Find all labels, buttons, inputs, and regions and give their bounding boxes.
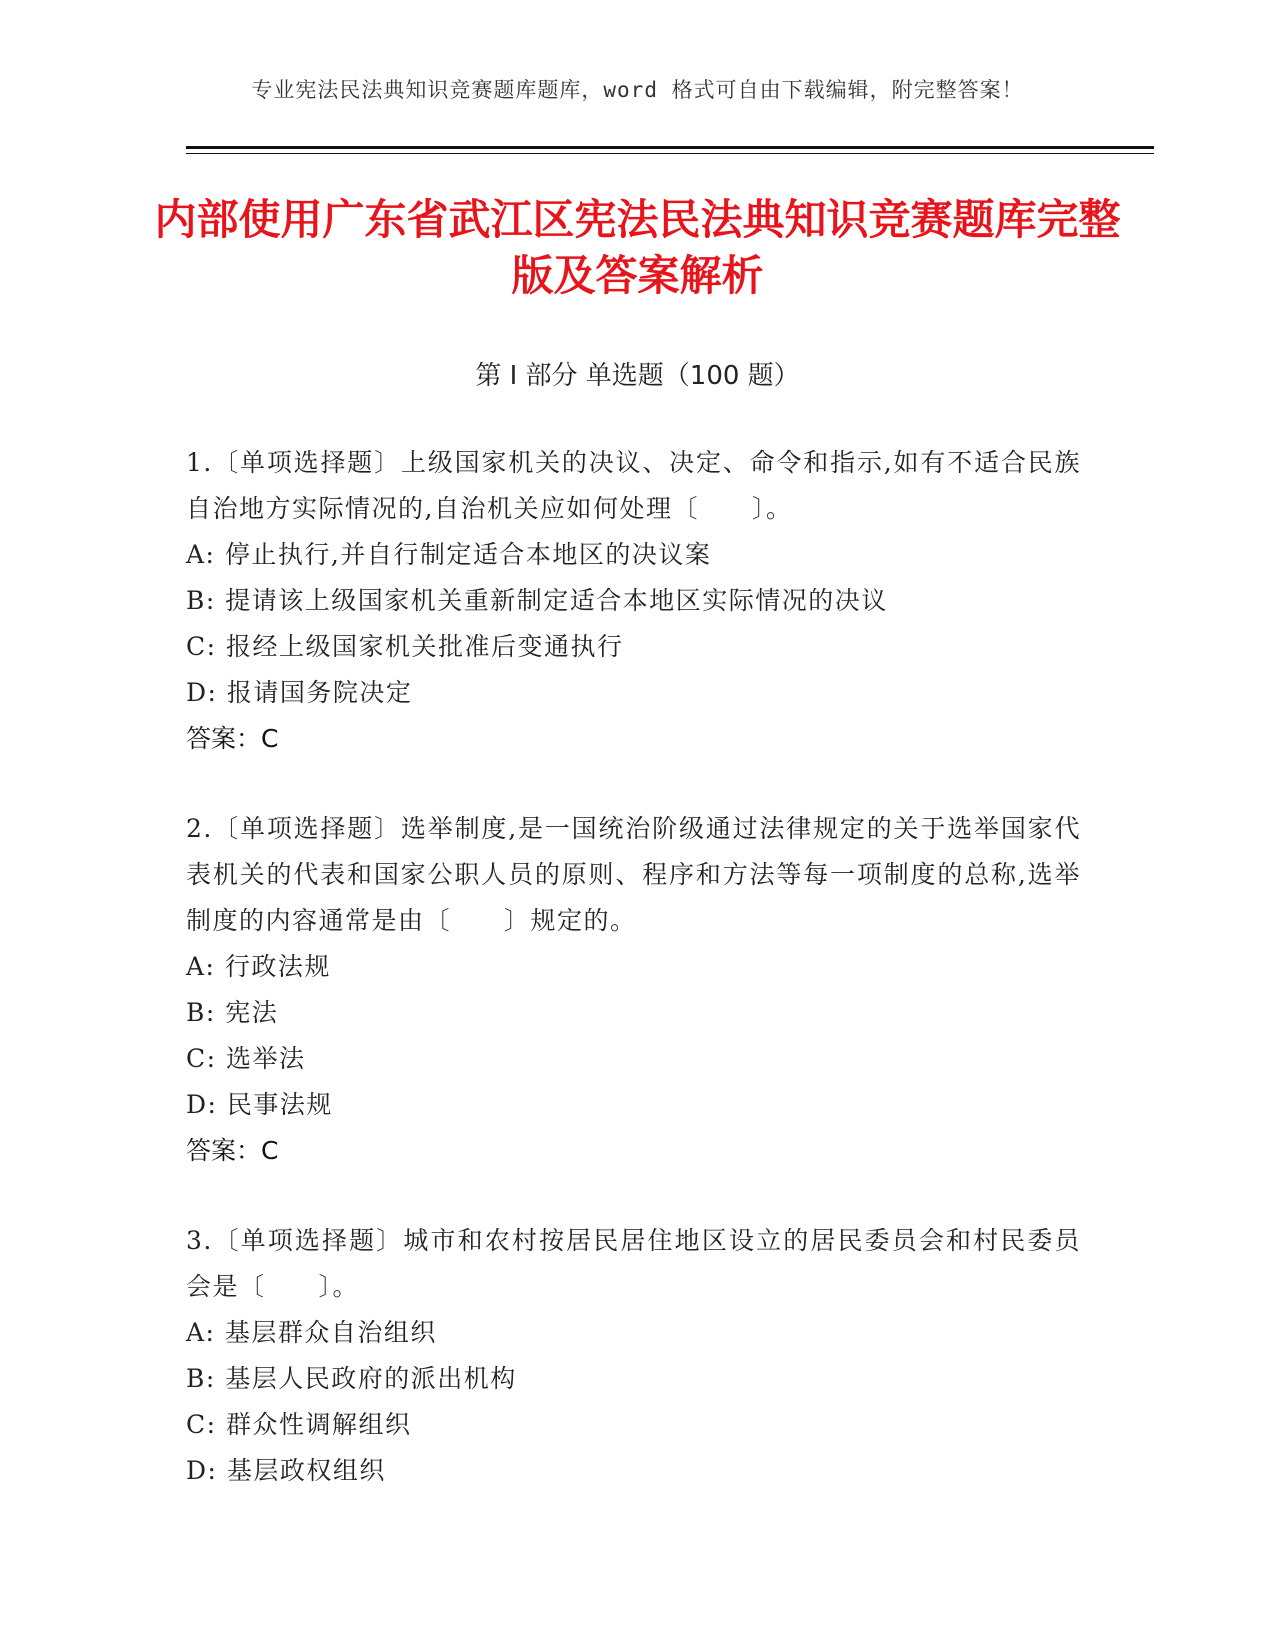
option-b: B: 宪法 xyxy=(186,998,279,1027)
question-2 xyxy=(186,806,1081,1174)
option-a: A: 停止执行,并自行制定适合本地区的决议案 xyxy=(186,540,712,569)
option-d: D: 基层政权组织 xyxy=(186,1456,386,1485)
header-note: 专业宪法民法典知识竞赛题库题库，word 格式可自由下载编辑，附完整答案！ xyxy=(251,78,1024,102)
question-1 xyxy=(186,440,1081,762)
question-list xyxy=(186,440,1081,1538)
option-c: C: 群众性调解组织 xyxy=(186,1410,412,1439)
option-a: A: 行政法规 xyxy=(186,952,331,981)
option-b: B: 提请该上级国家机关重新制定适合本地区实际情况的决议 xyxy=(186,586,888,615)
section-title: 第 I 部分 单选题（100 题） xyxy=(475,361,800,391)
option-d: D: 报请国务院决定 xyxy=(186,678,413,707)
document-title: 内部使用广东省武江区宪法民法典知识竞赛题库完整版及答案解析 xyxy=(154,195,1121,300)
header-divider-thick xyxy=(186,146,1154,149)
question-stem: 3.〔单项选择题〕城市和农村按居民居住地区设立的居民委员会和村民委员会是〔 〕。 xyxy=(186,1226,1081,1301)
answer: 答案：C xyxy=(186,724,279,753)
option-a: A: 基层群众自治组织 xyxy=(186,1318,437,1347)
option-d: D: 民事法规 xyxy=(186,1090,333,1119)
answer: 答案：C xyxy=(186,1136,279,1165)
question-3 xyxy=(186,1218,1081,1494)
header-divider-thin xyxy=(186,153,1154,154)
option-b: B: 基层人民政府的派出机构 xyxy=(186,1364,517,1393)
option-c: C: 选举法 xyxy=(186,1044,306,1073)
question-stem: 1.〔单项选择题〕上级国家机关的决议、决定、命令和指示,如有不适合民族自治地方实际情况的,自治机关应如何处理〔 〕。 xyxy=(186,448,1081,523)
option-c: C: 报经上级国家机关批准后变通执行 xyxy=(186,632,624,661)
question-stem: 2.〔单项选择题〕选举制度,是一国统治阶级通过法律规定的关于选举国家代表机关的代表和国家公职人员的原则、程序和方法等每一项制度的总称,选举制度的内容通常是由〔 〕规定的。 xyxy=(186,814,1081,935)
